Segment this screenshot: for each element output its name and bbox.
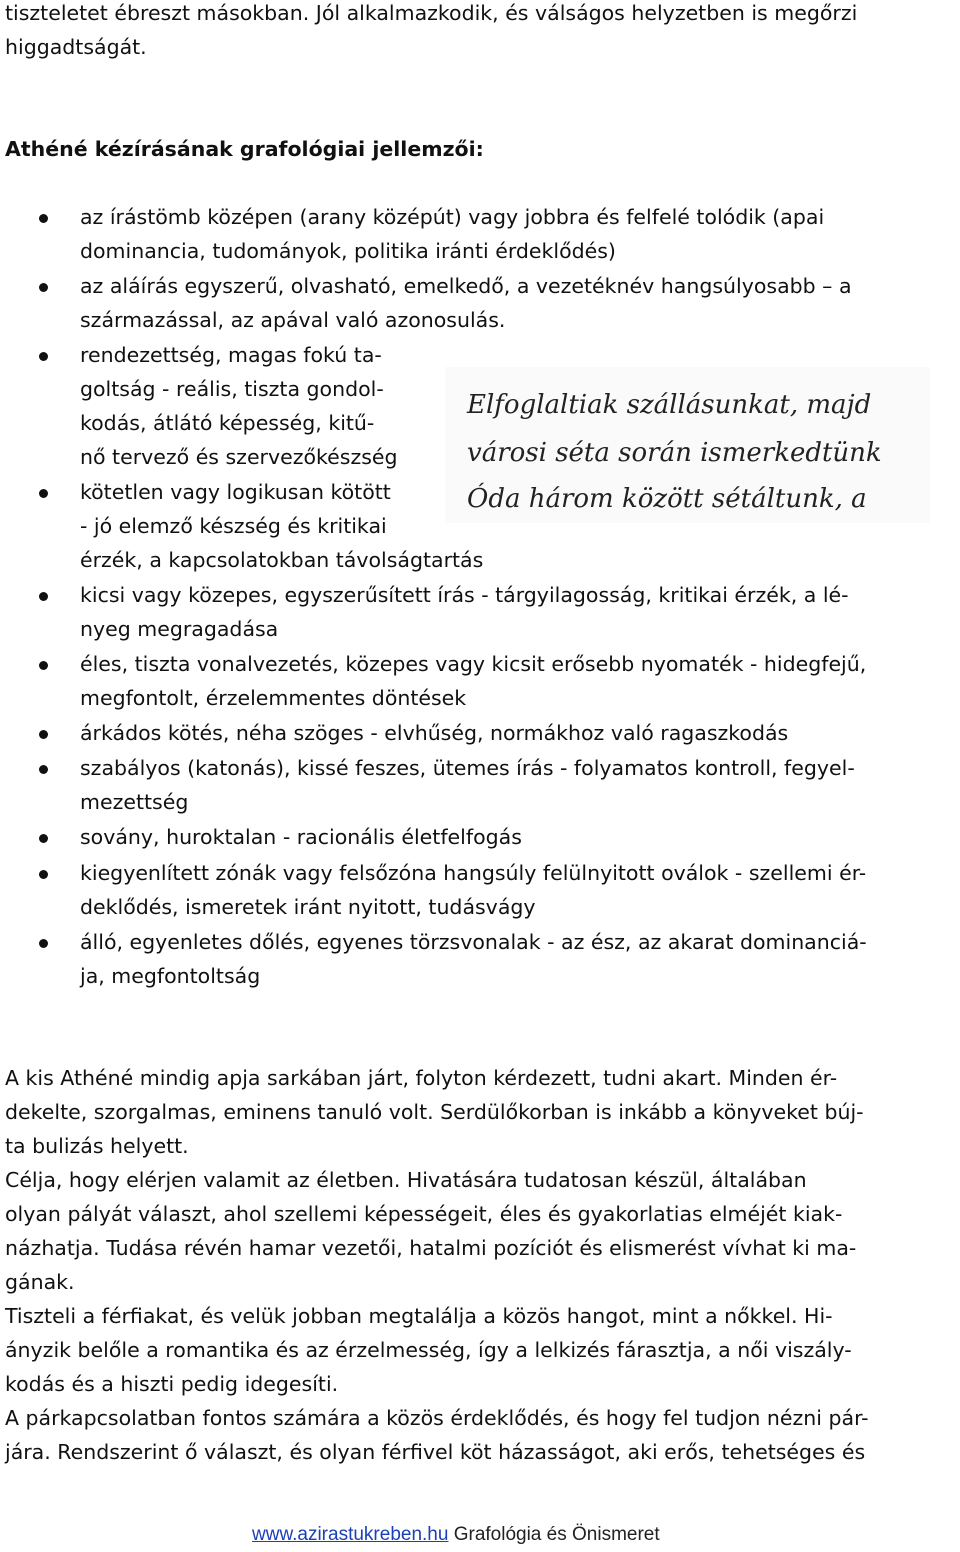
page-footer [252,1524,660,1546]
bullet-line: nő tervező és szervezőkészség [80,445,398,469]
body-line: Célja, hogy elérjen valamit az életben. Hivatására tudatosan készül, általában [5,1168,807,1192]
bullet-line: dominancia, tudományok, politika iránti érdeklődés) [80,239,616,263]
bullet-line: szabályos (katonás), kissé feszes, ütemes írás - folyamatos kontroll, fegyel- [80,756,855,780]
bullet-line: kötetlen vagy logikusan kötött [80,480,391,504]
body-line: ányzik belőle a romantika és az érzelmesség, így a lelkizés fárasztja, a női viszály- [5,1338,852,1362]
bullet-marker [39,352,48,361]
bullet-line: rendezettség, magas fokú ta- [80,343,382,367]
bullet-line: kicsi vagy közepes, egyszerűsített írás - tárgyilagosság, kritikai érzék, a lé- [80,583,849,607]
bullet-line: nyeg megragadása [80,617,279,641]
website-link[interactable]: www.azirastukreben.hu [252,1524,449,1545]
bullet-line: éles, tiszta vonalvezetés, közepes vagy kicsit erősebb nyomaték - hidegfejű, [80,652,867,676]
section-heading: Athéné kézírásának grafológiai jellemzői: [5,137,484,161]
bullet-marker [39,214,48,223]
bullet-line: kiegyenlített zónák vagy felsőzóna hangsúly felülnyitott oválok - szellemi ér- [80,861,867,885]
bullet-line: mezettség [80,790,189,814]
bullet-line: megfontolt, érzelemmentes döntések [80,686,467,710]
bullet-line: - jó elemző készség és kritikai [80,514,387,538]
body-line: názhatja. Tudása révén hamar vezetői, hatalmi pozíciót és elismerést vívhat ki ma- [5,1236,857,1260]
bullet-marker [39,765,48,774]
bullet-line: álló, egyenletes dőlés, egyenes törzsvonalak - az ész, az akarat dominanciá- [80,930,867,954]
bullet-line: deklődés, ismeretek iránt nyitott, tudásvágy [80,895,536,919]
body-line: gának. [5,1270,75,1294]
bullet-line: árkádos kötés, néha szöges - elvhűség, normákhoz való ragaszkodás [80,721,789,745]
handwriting-line: városi séta során ismerkedtünk [467,438,882,468]
handwriting-line: Elfoglaltiak szállásunkat, majd [467,390,872,420]
bullet-marker [39,283,48,292]
body-line: Tiszteli a férfiakat, és velük jobban megtalálja a közös hangot, mint a nőkkel. Hi- [5,1304,833,1328]
intro-line: higgadtságát. [5,35,147,59]
bullet-marker [39,661,48,670]
body-line: A párkapcsolatban fontos számára a közös érdeklődés, és hogy fel tudjon nézni pár- [5,1406,869,1430]
bullet-line: érzék, a kapcsolatokban távolságtartás [80,548,484,572]
intro-line: tiszteletet ébreszt másokban. Jól alkalmazkodik, és válságos helyzetben is megőrzi [5,1,858,25]
footer-text: Grafológia és Önismeret [448,1524,660,1545]
body-line: kodás és a hiszti pedig idegesíti. [5,1372,339,1396]
bullet-line: az aláírás egyszerű, olvasható, emelkedő, a vezetéknév hangsúlyosabb – a [80,274,852,298]
bullet-marker [39,834,48,843]
bullet-marker [39,870,48,879]
handwriting-sample [445,367,930,523]
body-line: A kis Athéné mindig apja sarkában járt, folyton kérdezett, tudni akart. Minden ér- [5,1066,838,1090]
bullet-line: sovány, huroktalan - racionális életfelfogás [80,825,522,849]
body-line: dekelte, szorgalmas, eminens tanuló volt. Serdülőkorban is inkább a könyveket búj- [5,1100,864,1124]
bullet-line: ja, megfontoltság [80,964,261,988]
bullet-marker [39,939,48,948]
bullet-marker [39,489,48,498]
body-line: jára. Rendszerint ő választ, és olyan férfivel köt házasságot, aki erős, tehetséges és [5,1440,866,1464]
bullet-line: kodás, átlátó képesség, kitű- [80,411,375,435]
bullet-line: goltság - reális, tiszta gondol- [80,377,384,401]
body-line: olyan pályát választ, ahol szellemi képességeit, éles és gyakorlatias elméjét kiak- [5,1202,843,1226]
bullet-marker [39,592,48,601]
body-line: ta bulizás helyett. [5,1134,189,1158]
handwriting-line: Óda három között sétáltunk, a [467,484,867,514]
bullet-line: származással, az apával való azonosulás. [80,308,506,332]
bullet-line: az írástömb középen (arany középút) vagy jobbra és felfelé tolódik (apai [80,205,825,229]
bullet-marker [39,730,48,739]
